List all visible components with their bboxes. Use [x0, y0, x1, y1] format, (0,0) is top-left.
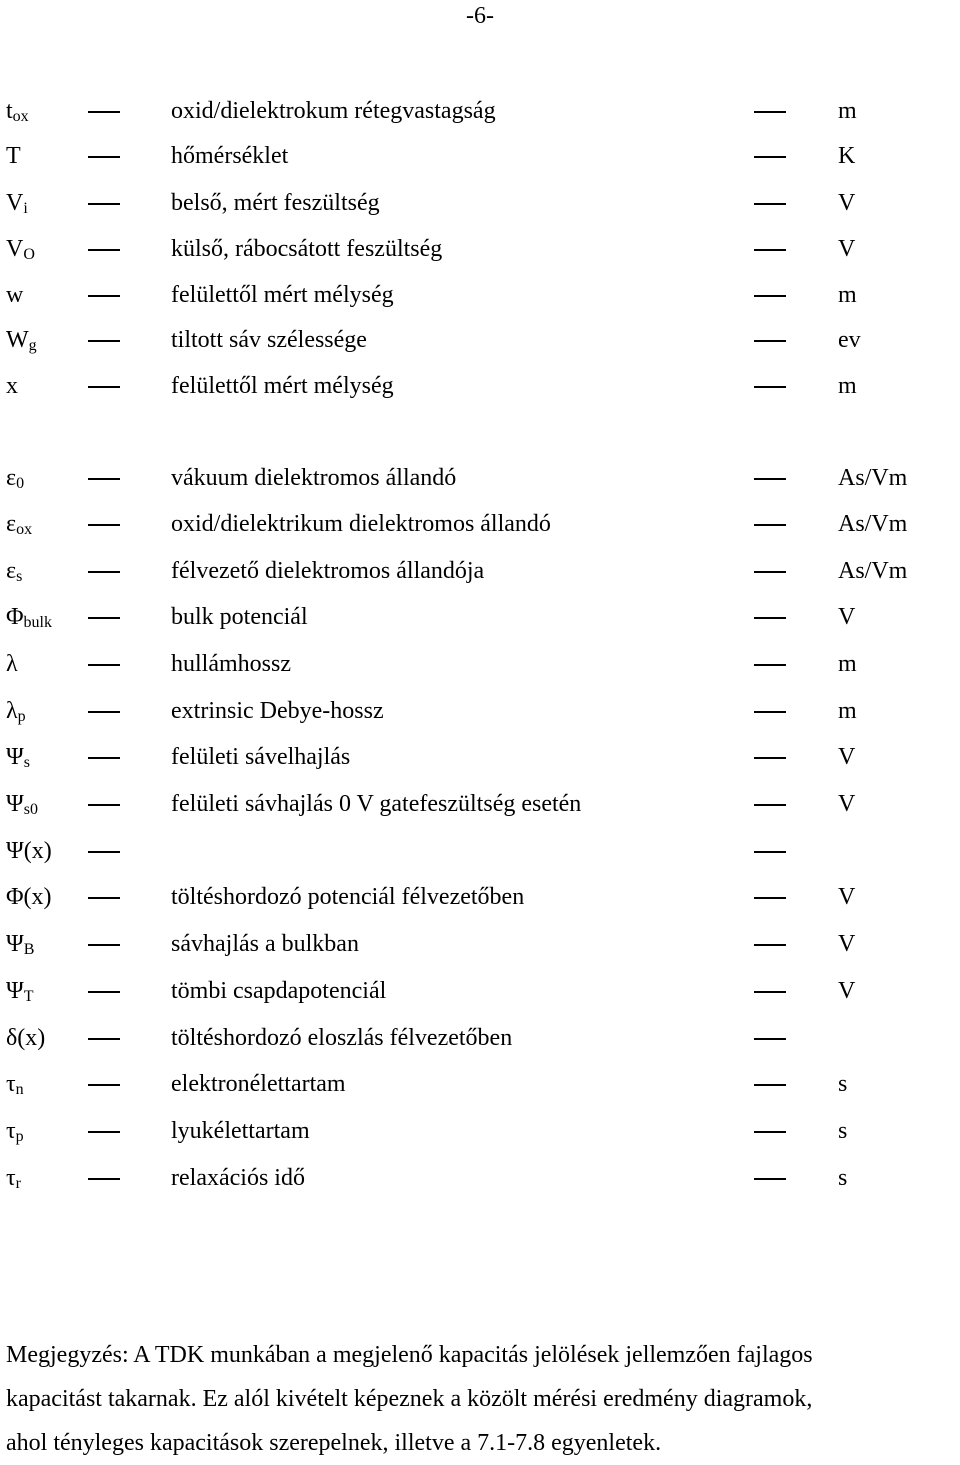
dash-separator: [88, 757, 120, 759]
dash-separator: [88, 944, 120, 946]
symbol-row: [0, 602, 960, 632]
dash-separator: [88, 851, 120, 853]
symbol-base: δ(x): [6, 1025, 46, 1051]
symbol-subscript: ox: [12, 108, 29, 125]
symbol-row: [0, 836, 960, 866]
symbol-description: felületi sávelhajlás: [171, 744, 351, 770]
symbol-base: t: [6, 98, 13, 124]
symbol-subscript: g: [28, 337, 37, 354]
symbol-description: hullámhossz: [171, 651, 291, 677]
symbol-description: külső, rábocsátott feszültség: [171, 236, 443, 262]
dash-separator: [88, 111, 120, 113]
dash-separator: [754, 991, 786, 993]
dash-separator: [754, 478, 786, 480]
symbol: [6, 325, 37, 355]
dash-separator: [88, 1084, 120, 1086]
symbol: [6, 188, 28, 218]
symbol-base: Ψ: [6, 744, 24, 770]
symbol-description: töltéshordozó potenciál félvezetőben: [171, 884, 525, 910]
symbol-subscript: r: [15, 1175, 21, 1192]
symbol: [6, 96, 29, 126]
symbol-description: vákuum dielektromos állandó: [171, 465, 457, 491]
symbol-unit: m: [838, 373, 857, 399]
symbol-description: elektronélettartam: [171, 1071, 346, 1097]
symbol-unit: m: [838, 98, 857, 124]
symbol-description: lyukélettartam: [171, 1118, 310, 1144]
dash-separator: [754, 711, 786, 713]
symbol: [6, 1163, 21, 1193]
symbol-description: tiltott sáv szélessége: [171, 327, 367, 353]
page-number: -6-: [466, 3, 494, 29]
symbol-description: belső, mért feszültség: [171, 190, 380, 216]
dash-separator: [88, 524, 120, 526]
dash-separator: [754, 1084, 786, 1086]
dash-separator: [88, 804, 120, 806]
symbol-description: sávhajlás a bulkban: [171, 931, 359, 957]
symbol-unit: As/Vm: [838, 511, 908, 537]
dash-separator: [754, 1178, 786, 1180]
symbol-base: λ: [6, 698, 18, 724]
symbol-description: bulk potenciál: [171, 604, 308, 630]
symbol-base: ε: [6, 465, 17, 491]
symbol-base: λ: [6, 651, 18, 677]
symbol-description: töltéshordozó eloszlás félvezetőben: [171, 1025, 513, 1051]
symbol-unit: V: [838, 744, 856, 770]
symbol: [6, 234, 35, 264]
symbol-description: oxid/dielektrikum dielektromos állandó: [171, 511, 551, 537]
dash-separator: [88, 664, 120, 666]
dash-separator: [88, 1131, 120, 1133]
symbol-row: [0, 789, 960, 819]
symbol-subscript: T: [23, 988, 34, 1005]
symbol-row: [0, 1116, 960, 1146]
symbol-description: tömbi csapdapotenciál: [171, 978, 387, 1004]
symbol-subscript: s: [16, 568, 23, 585]
symbol: [6, 371, 18, 401]
symbol-unit: m: [838, 651, 857, 677]
dash-separator: [88, 1178, 120, 1180]
symbol-unit: V: [838, 190, 856, 216]
symbol: [6, 463, 24, 493]
symbol: [6, 836, 52, 866]
symbol-unit: V: [838, 884, 856, 910]
symbol-description: relaxációs idő: [171, 1165, 305, 1191]
symbol: [6, 649, 18, 679]
dash-separator: [88, 386, 120, 388]
symbol: [6, 1116, 24, 1146]
symbol-row: [0, 188, 960, 218]
symbol: [6, 556, 22, 586]
dash-separator: [754, 851, 786, 853]
symbol-row: [0, 141, 960, 171]
dash-separator: [88, 249, 120, 251]
symbol: [6, 742, 30, 772]
symbol-subscript: i: [23, 200, 28, 217]
symbol-base: τ: [6, 1071, 16, 1097]
dash-separator: [754, 340, 786, 342]
dash-separator: [754, 944, 786, 946]
symbol-row: [0, 325, 960, 355]
symbol-description: félvezető dielektromos állandója: [171, 558, 485, 584]
symbol-subscript: B: [23, 941, 35, 958]
symbol-unit: V: [838, 791, 856, 817]
dash-separator: [754, 524, 786, 526]
dash-separator: [88, 478, 120, 480]
symbol-unit: m: [838, 282, 857, 308]
symbol-subscript: O: [23, 246, 35, 263]
symbol-row: [0, 742, 960, 772]
symbol-unit: s: [838, 1071, 848, 1097]
symbol: [6, 280, 23, 310]
symbol-row: [0, 696, 960, 726]
dash-separator: [88, 156, 120, 158]
symbol: [6, 696, 26, 726]
symbol-description: hőmérséklet: [171, 143, 289, 169]
symbol-base: Φ: [6, 604, 24, 630]
symbol-unit: K: [838, 143, 856, 169]
symbol-unit: As/Vm: [838, 465, 908, 491]
dash-separator: [88, 203, 120, 205]
symbol-base: τ: [6, 1165, 16, 1191]
symbol-unit: V: [838, 978, 856, 1004]
dash-separator: [754, 386, 786, 388]
dash-separator: [88, 571, 120, 573]
dash-separator: [754, 1038, 786, 1040]
symbol-unit: V: [838, 236, 856, 262]
symbol-unit: m: [838, 698, 857, 724]
symbol-base: ε: [6, 511, 17, 537]
symbol-row: [0, 234, 960, 264]
dash-separator: [754, 156, 786, 158]
symbol: [6, 141, 21, 171]
dash-separator: [754, 664, 786, 666]
symbol: [6, 602, 52, 632]
symbol-subscript: s: [23, 754, 30, 771]
symbol-row: [0, 96, 960, 126]
note-paragraph: Megjegyzés: A TDK munkában a megjelenő kapacitás jelölések jellemzően fajlagos kapacitást takarnak. Ez alól kivételt képeznek a közölt mérési eredmény diagramok, ahol tényleges kapacitások szerepelnek, illetve a 7.1-7.8 egyenletek.: [6, 1342, 813, 1456]
symbol-base: ε: [6, 558, 17, 584]
symbol-base: V: [6, 236, 24, 262]
symbol-unit: V: [838, 604, 856, 630]
dash-separator: [88, 1038, 120, 1040]
symbol-base: Ψ: [6, 791, 24, 817]
symbol-base: Ψ(x): [6, 838, 52, 864]
symbol-base: V: [6, 190, 24, 216]
dash-separator: [88, 295, 120, 297]
symbol-base: τ: [6, 1118, 16, 1144]
symbol-row: [0, 1069, 960, 1099]
dash-separator: [88, 340, 120, 342]
symbol-base: w: [6, 282, 24, 308]
symbol-description: felülettől mért mélység: [171, 373, 394, 399]
symbol-row: [0, 882, 960, 912]
symbol-base: W: [6, 327, 29, 353]
symbol-unit: As/Vm: [838, 558, 908, 584]
symbol-base: Φ(x): [6, 884, 52, 910]
symbol-description: felületi sávhajlás 0 V gatefeszültség esetén: [171, 791, 582, 817]
dash-separator: [754, 111, 786, 113]
symbol: [6, 882, 52, 912]
symbol-description: extrinsic Debye-hossz: [171, 698, 384, 724]
symbol-description: oxid/dielektrokum rétegvastagság: [171, 98, 496, 124]
symbol: [6, 929, 34, 959]
symbol-row: [0, 463, 960, 493]
symbol-row: [0, 649, 960, 679]
dash-separator: [754, 897, 786, 899]
symbol-row: [0, 371, 960, 401]
symbol-subscript: 0: [16, 475, 25, 492]
symbol: [6, 1023, 45, 1053]
symbol: [6, 789, 38, 819]
dash-separator: [754, 571, 786, 573]
dash-separator: [754, 249, 786, 251]
dash-separator: [754, 804, 786, 806]
symbol-subscript: s0: [23, 801, 38, 818]
symbol-row: [0, 556, 960, 586]
dash-separator: [88, 711, 120, 713]
symbol-unit: s: [838, 1118, 848, 1144]
symbol-row: [0, 280, 960, 310]
symbol-row: [0, 509, 960, 539]
dash-separator: [754, 203, 786, 205]
symbol-unit: s: [838, 1165, 848, 1191]
symbol: [6, 1069, 24, 1099]
dash-separator: [754, 1131, 786, 1133]
symbol-base: T: [6, 143, 21, 169]
symbol-description: felülettől mért mélység: [171, 282, 394, 308]
symbol: [6, 976, 34, 1006]
symbol-row: [0, 1163, 960, 1193]
symbol-unit: V: [838, 931, 856, 957]
symbol-base: x: [6, 373, 18, 399]
dash-separator: [754, 757, 786, 759]
dash-separator: [88, 991, 120, 993]
dash-separator: [88, 617, 120, 619]
symbol: [6, 509, 32, 539]
dash-separator: [88, 897, 120, 899]
symbol-unit: ev: [838, 327, 861, 353]
symbol-subscript: p: [17, 708, 26, 725]
symbol-subscript: ox: [16, 521, 33, 538]
symbol-row: [0, 929, 960, 959]
symbol-row: [0, 976, 960, 1006]
dash-separator: [754, 295, 786, 297]
symbol-subscript: n: [15, 1081, 24, 1098]
symbol-base: Ψ: [6, 978, 24, 1004]
dash-separator: [754, 617, 786, 619]
symbol-subscript: bulk: [23, 614, 52, 631]
symbol-subscript: p: [15, 1128, 24, 1145]
symbol-base: Ψ: [6, 931, 24, 957]
symbol-row: [0, 1023, 960, 1053]
